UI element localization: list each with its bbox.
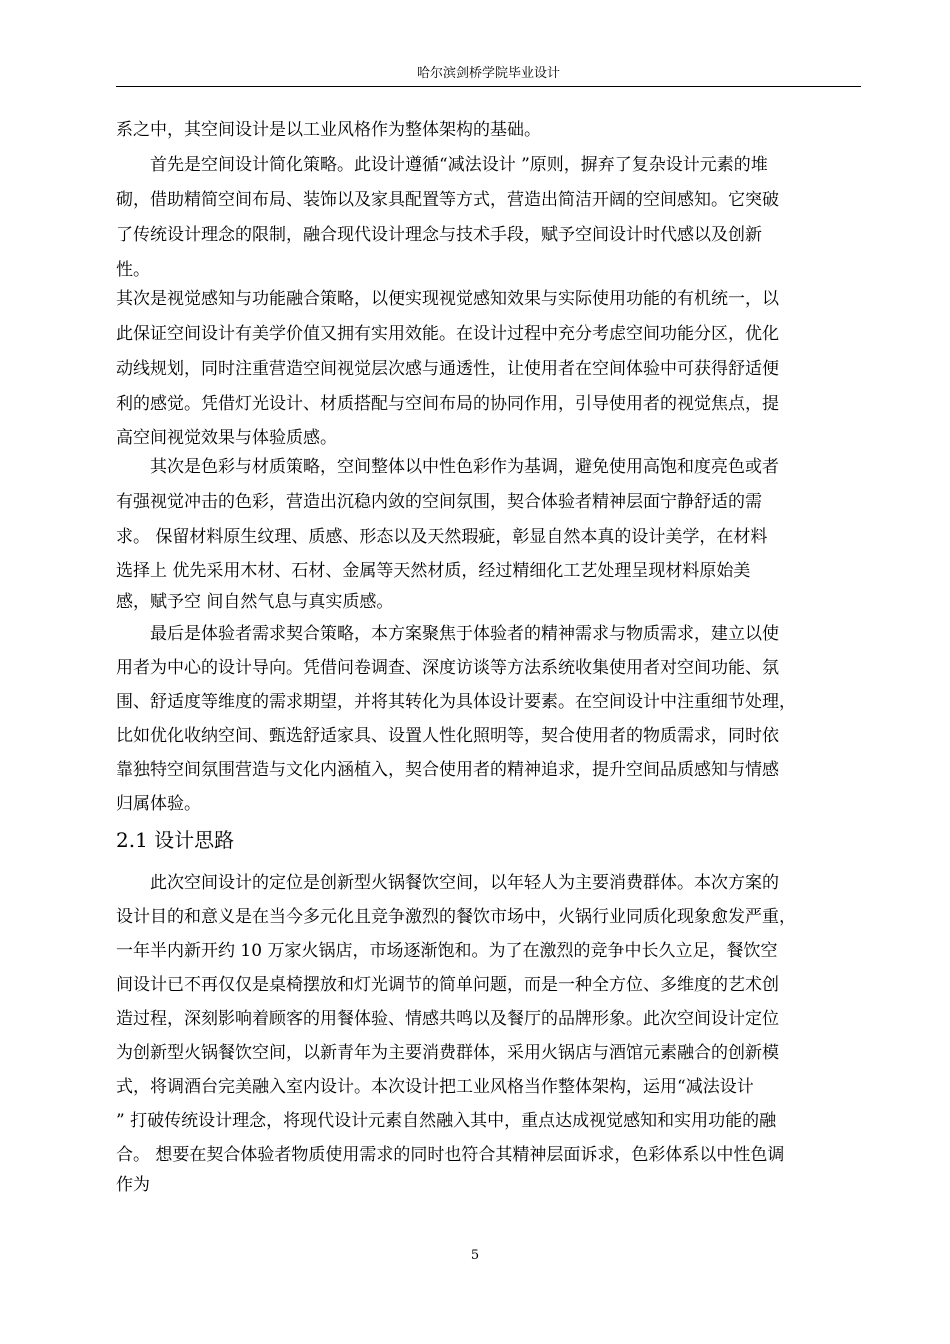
text-line: 砌，借助精简空间布局、装饰以及家具配置等方式，营造出简洁开阔的空间感知。它突破	[116, 190, 779, 210]
text-line: 一年半内新开约 10 万家火锅店，市场逐渐饱和。为了在激烈的竞争中长久立足，餐饮空	[116, 941, 778, 961]
text-line: 最后是体验者需求契合策略，本方案聚焦于体验者的精神需求与物质需求，建立以使	[116, 624, 779, 644]
text-line: ” 打破传统设计理念，将现代设计元素自然融入其中，重点达成视觉感知和实用功能的融	[116, 1111, 777, 1131]
section-heading: 2.1 设计思路	[116, 828, 235, 852]
text-line: 性。	[116, 260, 150, 280]
text-line: 设计目的和意义是在当今多元化且竞争激烈的餐饮市场中，火锅行业同质化现象愈发严重，	[116, 907, 796, 927]
text-line: 间设计已不再仅仅是桌椅摆放和灯光调节的简单问题，而是一种全方位、多维度的艺术创	[116, 975, 779, 995]
text-line: 其次是视觉感知与功能融合策略，以便实现视觉感知效果与实际使用功能的有机统一，以	[116, 289, 779, 309]
text-line: 式，将调酒台完美融入室内设计。本次设计把工业风格当作整体架构，运用“减法设计	[116, 1077, 754, 1097]
text-line: 围、舒适度等维度的需求期望，并将其转化为具体设计要素。在空间设计中注重细节处理，	[116, 692, 796, 712]
text-line: 动线规划，同时注重营造空间视觉层次感与通透性，让使用者在空间体验中可获得舒适便	[116, 359, 779, 379]
text-line: 靠独特空间氛围营造与文化内涵植入，契合使用者的精神追求，提升空间品质感知与情感	[116, 760, 779, 780]
text-line: 此保证空间设计有美学价值又拥有实用效能。在设计过程中充分考虑空间功能分区，优化	[116, 324, 779, 344]
text-line: 选择上 优先采用木材、石材、金属等天然材质，经过精细化工艺处理呈现材料原始美	[116, 561, 751, 581]
page-number: 5	[470, 1248, 480, 1263]
text-line: 为创新型火锅餐饮空间，以新青年为主要消费群体，采用火锅店与酒馆元素融合的创新模	[116, 1043, 779, 1063]
text-line: 首先是空间设计简化策略。此设计遵循“减法设计 ”原则，摒弃了复杂设计元素的堆	[116, 155, 768, 175]
text-line: 有强视觉冲击的色彩，营造出沉稳内敛的空间氛围，契合体验者精神层面宁静舒适的需	[116, 492, 762, 512]
text-line: 感，赋予空 间自然气息与真实质感。	[116, 592, 394, 612]
text-line: 利的感觉。凭借灯光设计、材质搭配与空间布局的协同作用，引导使用者的视觉焦点，提	[116, 394, 779, 414]
header-divider	[116, 86, 861, 87]
text-line: 造过程，深刻影响着顾客的用餐体验、情感共鸣以及餐厅的品牌形象。此次空间设计定位	[116, 1009, 779, 1029]
text-line: 系之中，其空间设计是以工业风格作为整体架构的基础。	[116, 120, 541, 140]
text-line: 比如优化收纳空间、甄选舒适家具、设置人性化照明等，契合使用者的物质需求，同时依	[116, 726, 779, 746]
text-line: 归属体验。	[116, 794, 201, 814]
text-line: 求。 保留材料原生纹理、质感、形态以及天然瑕疵，彰显自然本真的设计美学，在材料	[116, 527, 768, 547]
text-line: 其次是色彩与材质策略，空间整体以中性色彩作为基调，避免使用高饱和度亮色或者	[116, 457, 779, 477]
text-line: 用者为中心的设计导向。凭借问卷调查、深度访谈等方法系统收集使用者对空间功能、氛	[116, 658, 779, 678]
page-header-title: 哈尔滨剑桥学院毕业设计	[416, 66, 560, 81]
text-line: 高空间视觉效果与体验质感。	[116, 428, 337, 448]
text-line: 此次空间设计的定位是创新型火锅餐饮空间，以年轻人为主要消费群体。本次方案的	[116, 873, 779, 893]
text-line: 作为	[116, 1175, 150, 1195]
text-line: 了传统设计理念的限制，融合现代设计理念与技术手段，赋予空间设计时代感以及创新	[116, 225, 762, 245]
text-line: 合。 想要在契合体验者物质使用需求的同时也符合其精神层面诉求，色彩体系以中性色调	[116, 1145, 785, 1165]
